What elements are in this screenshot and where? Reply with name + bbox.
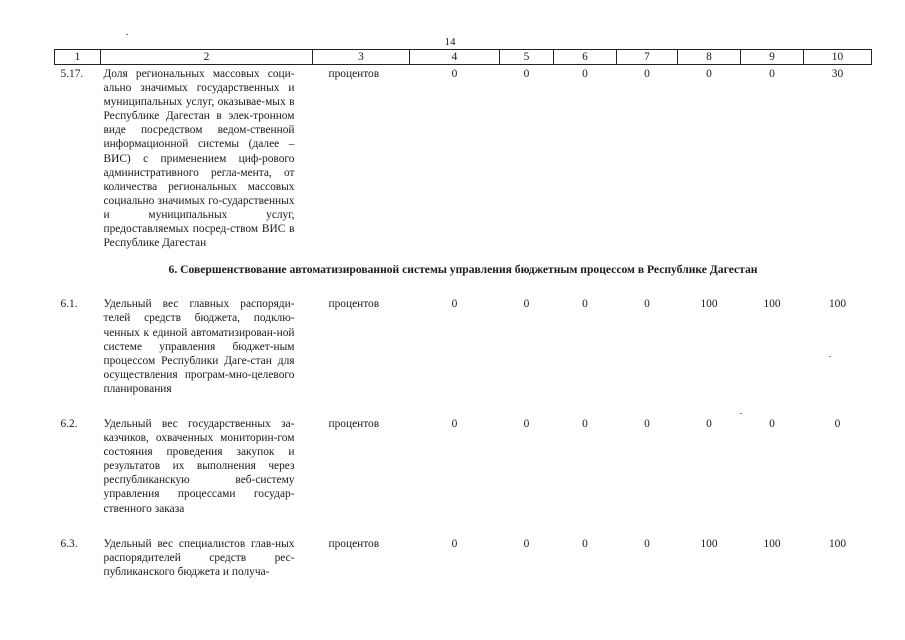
scan-speck: [829, 356, 831, 357]
unit-cell: процентов: [328, 298, 380, 311]
value-cell: 100: [700, 537, 718, 550]
column-header-5: 5: [500, 50, 554, 65]
header-row: [55, 50, 872, 65]
column-header-7: 7: [617, 50, 678, 65]
indicator-name: Удельный вес специалистов глав-ных распорядителей средств рес-публиканского бюджета и получа-: [103, 537, 295, 578]
unit-cell: процентов: [328, 417, 380, 430]
column-header-2: 2: [101, 50, 313, 65]
value-cell: 0: [451, 298, 458, 311]
section-row: [55, 252, 872, 297]
value-cell: 100: [763, 537, 781, 550]
value-cell: 0: [582, 417, 588, 430]
column-header-9: 9: [741, 50, 804, 65]
column-header-10: 10: [804, 50, 872, 65]
value-cell: 0: [582, 298, 588, 311]
row-number: 6.1.: [60, 298, 78, 311]
value-cell: 0: [451, 537, 458, 550]
value-cell: 0: [644, 68, 650, 80]
indicator-name: Удельный вес главных распоряди-телей средств бюджета, подклю-ченных к единой автоматизирован-ной системе управления бюджет-ным процессом Республики Даге-стан для осуществления програм-мно-целевого планирования: [103, 298, 295, 395]
table-body: [55, 65, 872, 579]
table-row: [55, 297, 872, 417]
value-cell: 100: [828, 298, 847, 311]
section-title: 6. Совершенствование автоматизированной системы управления бюджетным процессом в Республике Дагестан: [168, 263, 758, 277]
value-cell: 0: [523, 68, 530, 80]
value-cell: 0: [834, 417, 841, 430]
value-cell: 100: [700, 298, 718, 311]
column-header-8: 8: [678, 50, 741, 65]
column-header-3: 3: [313, 50, 410, 65]
row-number: 5.17.: [60, 68, 84, 80]
value-cell: 0: [582, 68, 588, 80]
column-header-1: 1: [55, 50, 101, 65]
table-header: [55, 50, 872, 65]
unit-cell: процентов: [328, 537, 380, 550]
scan-speck: [740, 413, 742, 414]
indicators-table: [54, 49, 872, 579]
value-cell: 0: [523, 537, 530, 550]
table-row: [55, 417, 872, 537]
row-number: 6.2.: [60, 417, 78, 430]
value-cell: 0: [769, 68, 775, 80]
value-cell: 100: [763, 298, 781, 311]
value-cell: 0: [523, 417, 530, 430]
value-cell: 0: [706, 68, 712, 80]
value-cell: 0: [644, 537, 650, 550]
value-cell: 100: [828, 537, 847, 550]
row-number: 6.3.: [60, 537, 78, 550]
value-cell: 0: [451, 68, 458, 80]
value-cell: 0: [523, 298, 530, 311]
indicator-name: Удельный вес государственных за-казчиков, охваченных мониторин-гом состояния проведения закупок и результатов их выполнения через республиканскую веб-систему управления процессами государ-ственного заказа: [103, 417, 295, 515]
page-number: 14: [444, 36, 456, 48]
column-header-4: 4: [410, 50, 500, 65]
value-cell: 0: [644, 298, 650, 311]
value-cell: 0: [644, 417, 650, 430]
value-cell: 30: [831, 68, 844, 80]
table-row: [55, 537, 872, 579]
value-cell: 0: [582, 537, 588, 550]
table-row: [55, 65, 872, 253]
indicator-name: Доля региональных массовых соци-ально значимых государственных и муниципальных услуг, оказывае-мых в Республике Дагестан в элек-тронном виде посредством ведом-ственной информационной системы (далее – ВИС) с применением циф-рового административного регла-мента, от количества региональных массовых социально значимых го-сударственных и муниципальных услуг, предоставляемых посред-ством ВИС в Республике Дагестан: [103, 68, 295, 250]
value-cell: 0: [451, 417, 458, 430]
value-cell: 0: [706, 417, 712, 430]
unit-cell: процентов: [328, 68, 380, 80]
scan-speck: [126, 34, 128, 35]
value-cell: 0: [769, 417, 775, 430]
column-header-6: 6: [554, 50, 617, 65]
